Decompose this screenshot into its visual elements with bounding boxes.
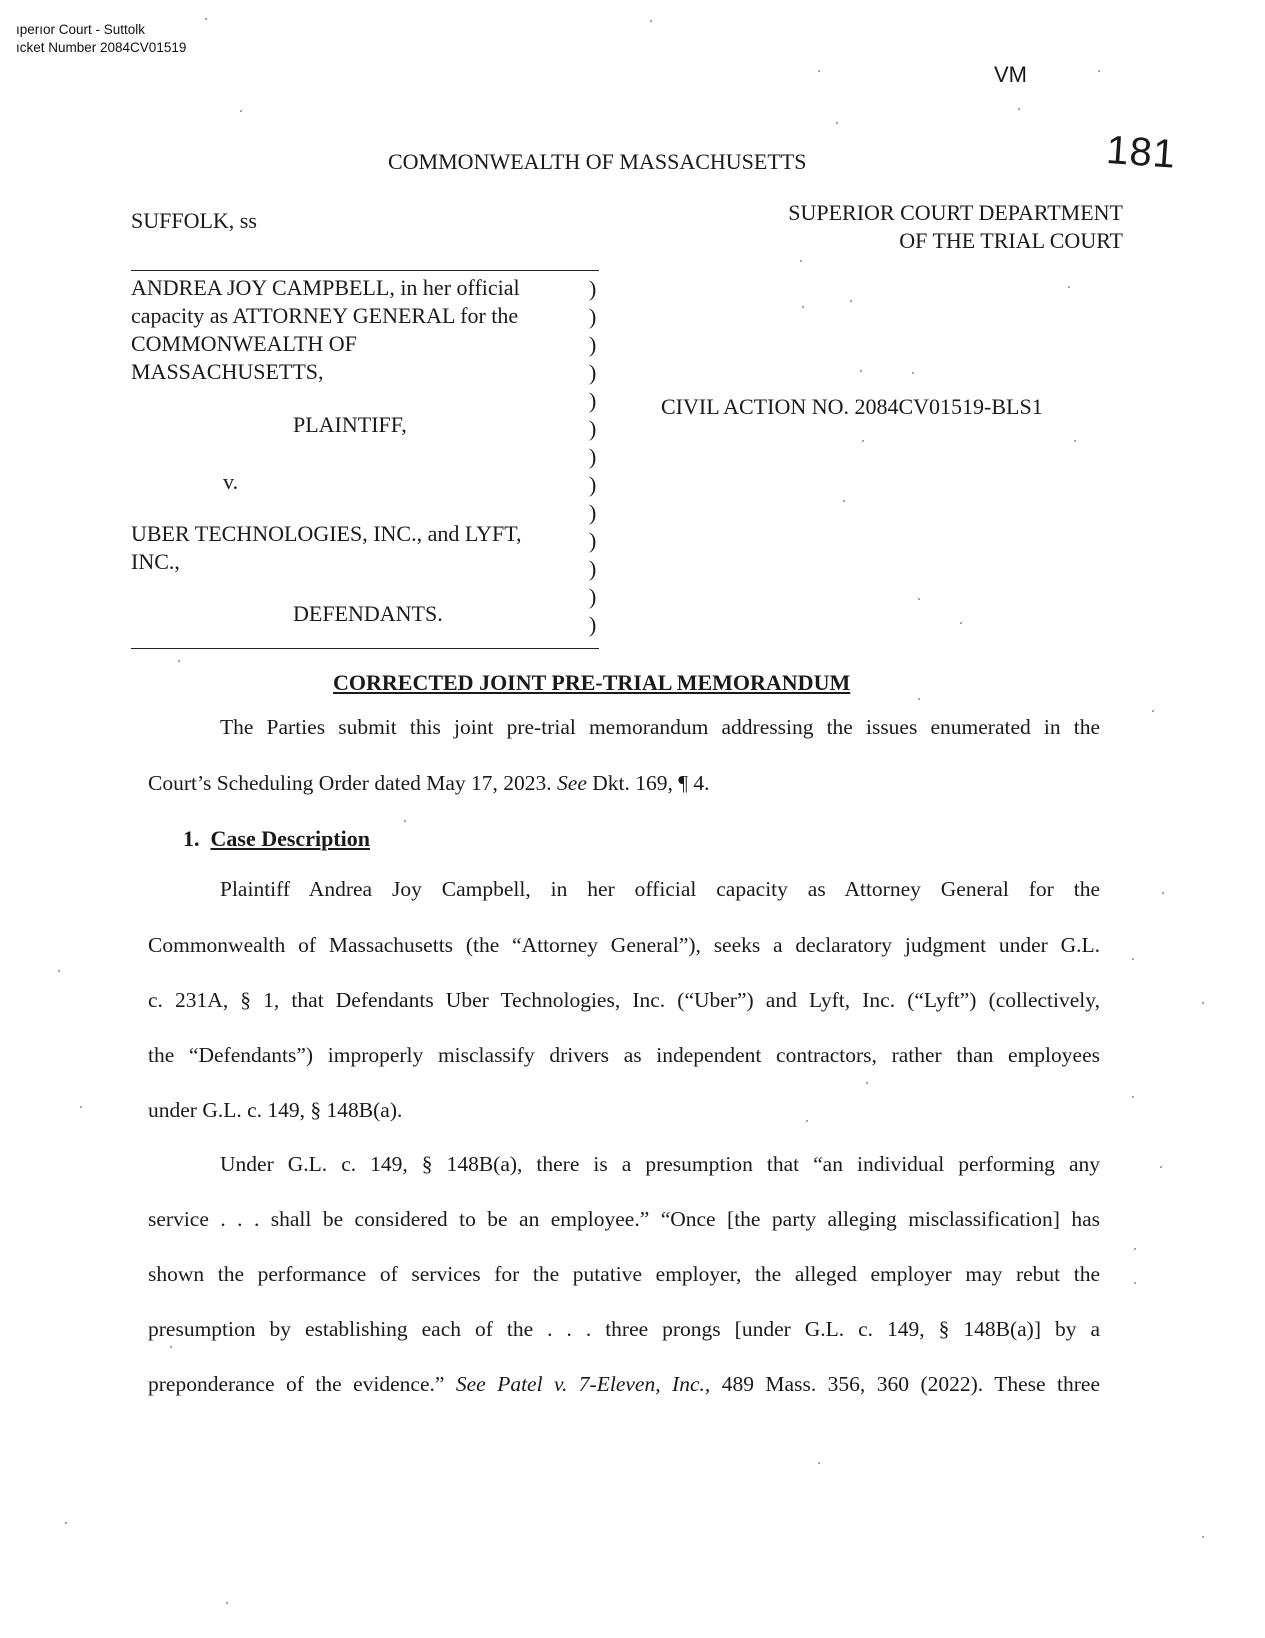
para2-line-5-pre: preponderance of the evidence.” <box>148 1372 445 1396</box>
caption-top-rule <box>131 270 599 271</box>
para1-line-4: the “Defendants”) improperly misclassify drivers as independent contractors, rather than employees <box>148 1043 1100 1067</box>
defendant-line-2: INC., <box>131 549 180 574</box>
plaintiff-line-1: ANDREA JOY CAMPBELL, in her official <box>131 275 520 300</box>
intro-line-2 <box>148 771 710 796</box>
para2-line-3: shown the performance of services for the putative employer, the alleged employer may rebut the <box>148 1262 1100 1286</box>
para1-line-2: Commonwealth of Massachusetts (the “Attorney General”), seeks a declaratory judgment under G.L. <box>148 933 1100 957</box>
defendant-role: DEFENDANTS. <box>293 601 443 626</box>
para1-line-5: under G.L. c. 149, § 148B(a). <box>148 1098 403 1122</box>
court-line-2: OF THE TRIAL COURT <box>899 228 1123 253</box>
para2-line-5-post: , 489 Mass. 356, 360 (2022). These three <box>704 1372 1100 1396</box>
commonwealth-heading: COMMONWEALTH OF MASSACHUSETTS <box>388 149 807 174</box>
caption-bottom-rule <box>131 648 599 649</box>
section-1-title: Case Description <box>210 826 370 851</box>
para2-line-5 <box>148 1372 1100 1397</box>
plaintiff-role: PLAINTIFF, <box>293 412 407 437</box>
patel-case-citation: See Patel v. 7-Eleven, Inc. <box>455 1372 705 1396</box>
para2-line-2: service . . . shall be considered to be an employee.” “Once [the party alleging misclassification] has <box>148 1207 1100 1231</box>
plaintiff-line-3: COMMONWEALTH OF <box>131 331 357 356</box>
section-1-heading <box>183 826 370 852</box>
para1-line-1: Plaintiff Andrea Joy Campbell, in her official capacity as Attorney General for the <box>220 877 1100 901</box>
intro-see-signal: See <box>557 771 587 795</box>
initials-vm: VM <box>994 62 1027 87</box>
intro-docket-cite: Dkt. 169, ¶ 4. <box>592 771 710 795</box>
para1-line-3: c. 231A, § 1, that Defendants Uber Technologies, Inc. (“Uber”) and Lyft, Inc. (“Lyft”) (collectively, <box>148 988 1100 1012</box>
para2-line-4: presumption by establishing each of the . . . three prongs [under G.L. c. 149, § 148B(a)] by a <box>148 1317 1100 1341</box>
court-stamp-line-2: ıcket Number 2084CV01519 <box>16 40 187 55</box>
document-title: CORRECTED JOINT PRE-TRIAL MEMORANDUM <box>333 670 851 695</box>
section-1-number: 1. <box>183 826 200 851</box>
court-stamp-line-1: ıperıor Court - Suttolk <box>16 22 146 37</box>
handwritten-docket-number: 181 <box>1104 128 1178 177</box>
plaintiff-line-4: MASSACHUSETTS, <box>131 359 324 384</box>
intro-line-1: The Parties submit this joint pre-trial memorandum addressing the issues enumerated in the <box>220 715 1100 739</box>
civil-action-number: CIVIL ACTION NO. 2084CV01519-BLS1 <box>661 394 1043 419</box>
versus: v. <box>223 469 239 494</box>
para2-line-1: Under G.L. c. 149, § 148B(a), there is a presumption that “an individual performing any <box>220 1152 1100 1176</box>
court-line-1: SUPERIOR COURT DEPARTMENT <box>788 200 1123 225</box>
plaintiff-line-2: capacity as ATTORNEY GENERAL for the <box>131 303 519 328</box>
defendant-line-1: UBER TECHNOLOGIES, INC., and LYFT, <box>131 521 522 546</box>
intro-order-text: Court’s Scheduling Order dated May 17, 2023. <box>148 771 552 795</box>
county-label: SUFFOLK, ss <box>131 208 257 233</box>
